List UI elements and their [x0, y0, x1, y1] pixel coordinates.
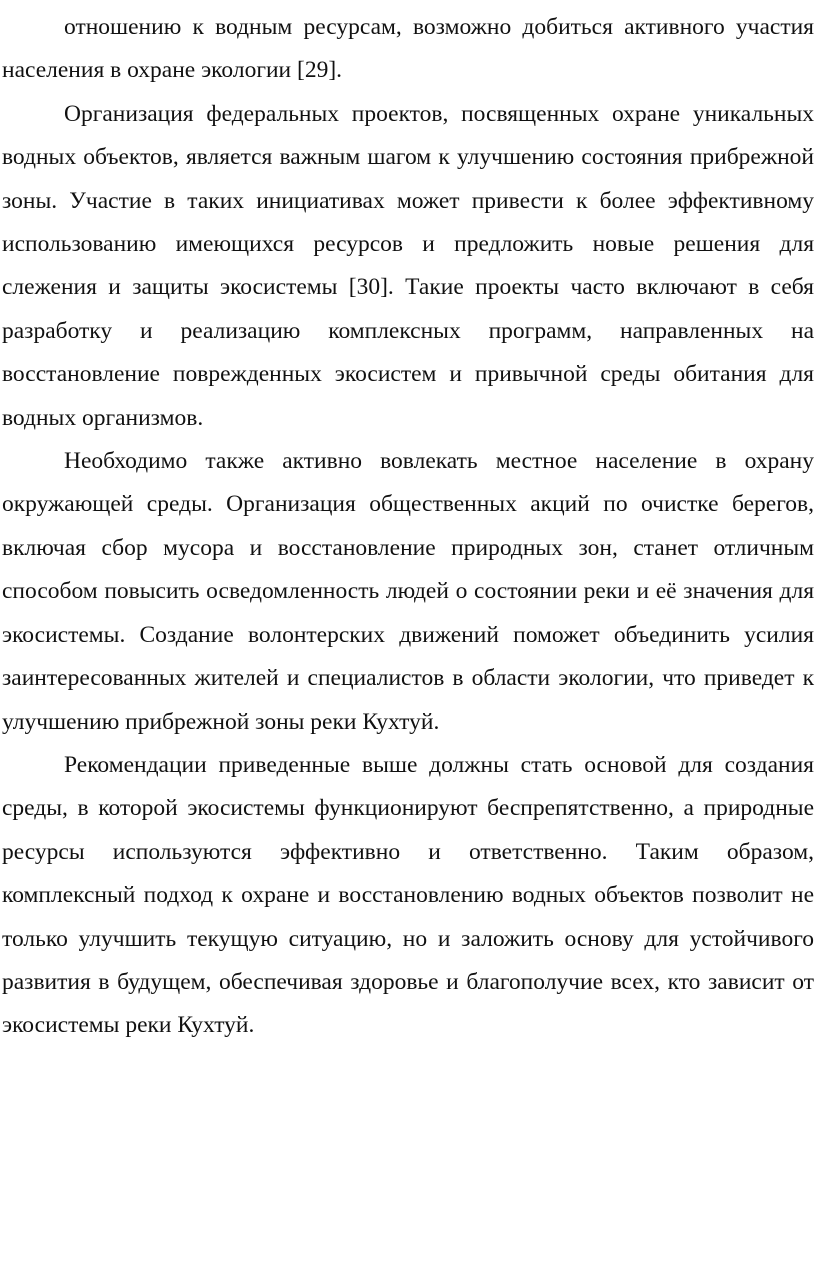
paragraph-federal-projects: Организация федеральных проектов, посвященных охране уникальных водных объектов, является важным шагом к улучшению состояния прибрежной зоны. Участие в таких инициативах может привести к более эффективному использованию имеющихся ресурсов и предложить новые решения для слежения и защиты экосистемы [30]. Такие проекты часто включают в себя разработку и реализацию комплексных программ, направленных на восстановление поврежденных экосистем и привычной среды обитания для водных организмов.: [2, 100, 814, 431]
paragraph-recommendations: Рекомендации приведенные выше должны стать основой для создания среды, в которой экосистемы функционируют беспрепятственно, а природные ресурсы используются эффективно и ответственно. Таким образом, комплексный подход к охране и восстановлению водных объектов позволит не только улучшить текущую ситуацию, но и заложить основу для устойчивого развития в будущем, обеспечивая здоровье и благополучие всех, кто зависит от экосистемы реки Кухтуй.: [2, 751, 814, 1039]
paragraph-local-population: Необходимо также активно вовлекать местное население в охрану окружающей среды. Организация общественных акций по очистке берегов, включая сбор мусора и восстановление природных зон, станет отличным способом повысить осведомленность людей о состоянии реки и её значения для экосистемы. Создание волонтерских движений поможет объединить усилия заинтересованных жителей и специалистов в области экологии, что приведет к улучшению прибрежной зоны реки Кухтуй.: [2, 448, 814, 735]
paragraph-continuation: отношению к водным ресурсам, возможно добиться активного участия населения в охране экологии [29].: [2, 14, 814, 84]
body-text: [2, 6, 814, 1048]
